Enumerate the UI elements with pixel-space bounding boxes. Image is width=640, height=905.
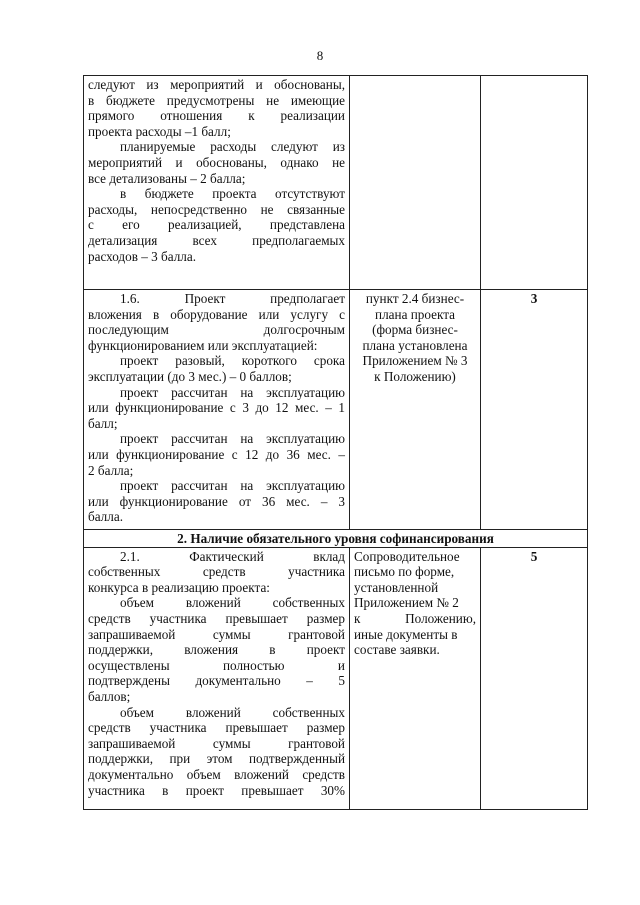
source-line: Приложением № 2: [354, 595, 459, 611]
criterion-cell: [84, 547, 350, 809]
criterion-line: поддержки, при этом подтвержденный: [88, 751, 345, 767]
criterion-line: вложения в оборудование или услугу с: [88, 306, 345, 322]
source-line: Приложением № 3: [362, 353, 468, 369]
source-line: установленной: [354, 579, 439, 595]
source-cell: [350, 76, 481, 290]
criterion-line: расходы, непосредственно не связанные: [88, 201, 345, 217]
criterion-line: планируемые расходы следуют из: [120, 139, 345, 155]
score-cell: 3: [481, 290, 588, 530]
table-row-budget-continuation: [84, 76, 588, 290]
criterion-line: собственных средств участника: [88, 564, 345, 580]
criterion-line: баллов;: [88, 688, 131, 704]
criterion-line: объем вложений собственных: [120, 595, 345, 611]
criterion-line: или функционирование с 12 до 36 мес. –: [88, 446, 345, 462]
source-line: иные документы в: [354, 626, 458, 642]
criterion-line: запрашиваемой суммы грантовой: [88, 626, 345, 642]
score-cell: [481, 76, 588, 290]
criteria-table: [83, 75, 588, 810]
criterion-line: расходов – 3 балла.: [88, 248, 197, 264]
criterion-line: или функционирование с 3 до 12 мес. – 1: [88, 400, 345, 416]
table-row-criterion-1-6: [84, 290, 588, 530]
criterion-line: осуществлены полностью и: [88, 657, 345, 673]
source-line: плана установлена: [362, 337, 468, 353]
criterion-line: подтверждены документально – 5: [88, 673, 345, 689]
criterion-line: прямого отношения к реализации: [88, 108, 345, 124]
page-number: 8: [316, 48, 324, 63]
criterion-line: в бюджете проекта отсутствуют: [120, 186, 345, 202]
criterion-line: 2.1. Фактический вклад: [120, 548, 345, 564]
scan-artifact: [488, 822, 510, 828]
criterion-line: проект рассчитан на эксплуатацию: [120, 384, 345, 400]
criterion-line: балла.: [88, 509, 123, 525]
source-line: письмо по форме,: [354, 564, 455, 580]
source-line: (форма бизнес-: [372, 322, 458, 338]
criterion-line: средств участника превышает размер: [88, 610, 345, 626]
source-cell: [350, 290, 481, 530]
source-line: пункт 2.4 бизнес-: [365, 291, 465, 306]
criterion-line: следуют из мероприятий и обоснованы,: [88, 77, 345, 92]
section-title: 2. Наличие обязательного уровня софинансирования: [84, 530, 588, 548]
criterion-line: документально объем вложений средств: [88, 766, 345, 782]
source-line: составе заявки.: [354, 642, 440, 658]
source-line: Сопроводительное: [354, 548, 460, 564]
source-line: к Положению): [374, 368, 456, 384]
criterion-line: последующим долгосрочным: [88, 322, 345, 338]
source-cell: [350, 547, 481, 809]
criterion-line: 1.6. Проект предполагает: [120, 291, 345, 306]
table-row-criterion-2-1: [84, 547, 588, 809]
criterion-cell: [84, 290, 350, 530]
source-line: к Положению,: [354, 610, 476, 626]
criterion-line: запрашиваемой суммы грантовой: [88, 735, 345, 751]
criterion-line: балл;: [88, 415, 118, 431]
criterion-line: конкурса в реализацию проекта:: [88, 579, 270, 595]
criterion-line: участника в проект превышает 30%: [88, 782, 345, 798]
section-header-row: [84, 530, 588, 548]
criterion-line: проект рассчитан на эксплуатацию: [120, 478, 345, 494]
criterion-cell: [84, 76, 350, 290]
criterion-line: поддержки, вложения в проект: [88, 642, 345, 658]
criterion-line: проект разовый, короткого срока: [120, 353, 345, 369]
criterion-line: проект рассчитан на эксплуатацию: [120, 431, 345, 447]
criterion-line: или функционирование от 36 мес. – 3: [88, 493, 345, 509]
criterion-line: средств участника превышает размер: [88, 720, 345, 736]
score-cell: 5: [481, 547, 588, 809]
criterion-line: 2 балла;: [88, 462, 134, 478]
criterion-line: эксплуатации (до 3 мес.) – 0 баллов;: [88, 368, 292, 384]
criterion-line: детализация всех предполагаемых: [88, 232, 345, 248]
criterion-line: с его реализацией, представлена: [88, 217, 345, 233]
criterion-line: функционированием или эксплуатацией:: [88, 337, 318, 353]
source-line: плана проекта: [375, 306, 455, 322]
criterion-line: в бюджете предусмотрены не имеющие: [88, 92, 345, 108]
criterion-line: все детализованы – 2 балла;: [88, 170, 246, 186]
criterion-line: мероприятий и обоснованы, однако не: [88, 154, 345, 170]
criterion-line: объем вложений собственных: [120, 704, 345, 720]
criterion-line: проекта расходы –1 балл;: [88, 123, 231, 139]
